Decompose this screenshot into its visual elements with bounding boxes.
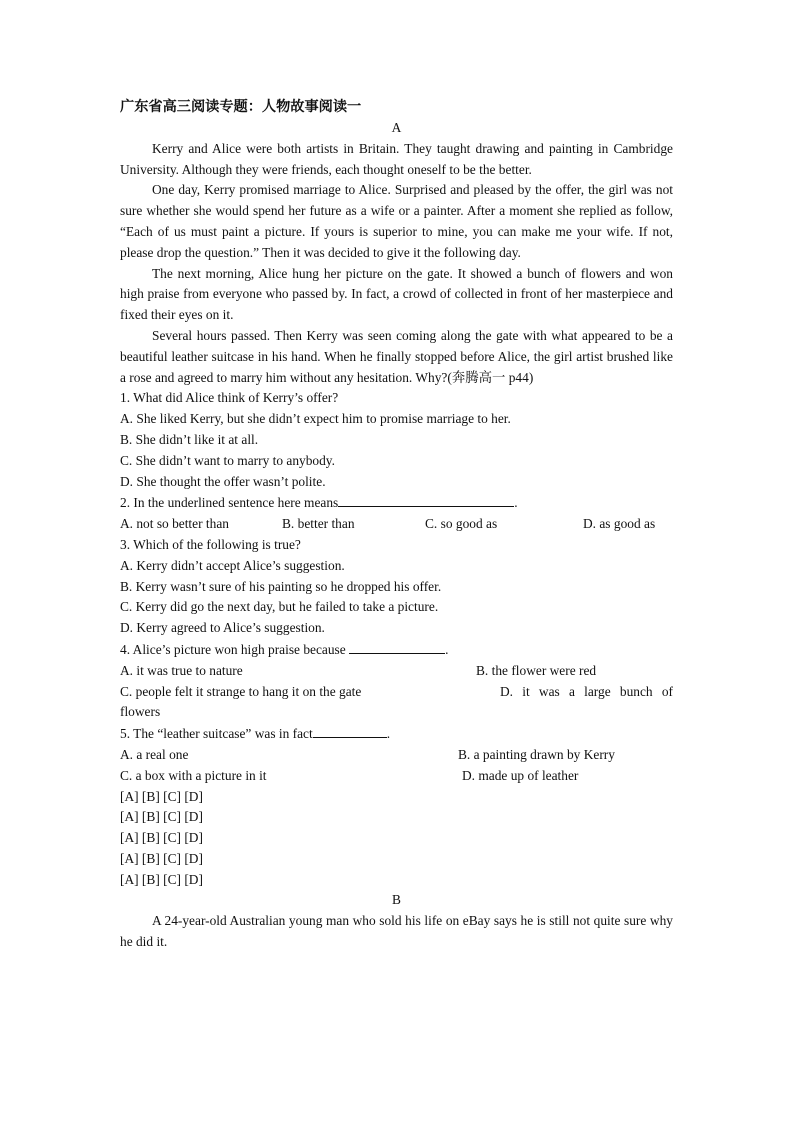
question-5-option-d: D. made up of leather: [462, 767, 579, 783]
document-page: [120, 96, 673, 953]
answer-row-4[interactable]: [A] [B] [C] [D]: [120, 850, 203, 866]
question-4-option-d-continued: flowers: [120, 704, 161, 720]
question-4-option-a: A. it was true to nature: [120, 662, 243, 678]
question-2-option-c: C. so good as: [425, 516, 498, 532]
section-a-paragraph-1: Kerry and Alice were both artists in Britain. They taught drawing and painting in Cambridge University. Although they were friends, each thought oneself to be the better.: [120, 140, 673, 177]
question-3-option-d: D. Kerry agreed to Alice’s suggestion.: [120, 620, 325, 636]
question-4-option-b: B. the flower were red: [476, 662, 597, 678]
answer-row-3[interactable]: [A] [B] [C] [D]: [120, 830, 203, 846]
question-5-option-a: A. a real one: [120, 746, 189, 762]
question-4-stem: 4. Alice’s picture won high praise because: [120, 641, 346, 657]
answer-row-5[interactable]: [A] [B] [C] [D]: [120, 871, 203, 887]
section-b-paragraph-1: A 24-year-old Australian young man who sold his life on eBay says he is still not quite sure why he did it.: [120, 913, 673, 950]
question-5-options-row-1: [120, 745, 673, 766]
section-b-heading: B: [392, 892, 401, 908]
answer-row-1[interactable]: [A] [B] [C] [D]: [120, 788, 203, 804]
question-5-stem-end: .: [386, 726, 391, 742]
question-3-option-a: A. Kerry didn’t accept Alice’s suggestion.: [120, 557, 345, 573]
question-1-option-c: C. She didn’t want to marry to anybody.: [120, 452, 335, 468]
question-4-stem-end: .: [445, 641, 449, 657]
question-2-stem-line: [120, 492, 673, 514]
section-a-paragraph-2: One day, Kerry promised marriage to Alice. Surprised and pleased by the offer, the girl was not sure whether she would spend her future as a wife or a painter. After a moment she replied as follow, “Each of us must paint a picture. If yours is superior to mine, you can make me your wife. If not, please drop the question.” Then it was decided to give it the following day.: [120, 182, 673, 260]
question-1-option-d: D. She thought the offer wasn’t polite.: [120, 473, 326, 489]
question-2-stem-end: .: [514, 495, 518, 511]
question-4-option-c: C. people felt it strange to hang it on the gate: [120, 683, 362, 699]
question-3-stem: 3. Which of the following is true?: [120, 536, 301, 552]
question-2-option-a: A. not so better than: [120, 516, 229, 532]
question-3-option-c: C. Kerry did go the next day, but he failed to take a picture.: [120, 599, 439, 615]
question-3-option-b: B. Kerry wasn’t sure of his painting so he dropped his offer.: [120, 578, 442, 594]
question-1-option-a: A. She liked Kerry, but she didn’t expect him to promise marriage to her.: [120, 411, 511, 427]
question-4-options-row-2: [120, 682, 673, 703]
section-a-paragraph-3: The next morning, Alice hung her picture on the gate. It showed a bunch of flowers and won high praise from everyone who passed by. In fact, a crowd of collected in front of her masterpiece and fixed their eyes on it.: [120, 265, 673, 323]
question-4-answer-blank[interactable]: [349, 639, 445, 654]
question-2-options-row: [120, 514, 673, 535]
answer-row-2[interactable]: [A] [B] [C] [D]: [120, 809, 203, 825]
question-4-stem-line: [120, 639, 673, 661]
section-a-paragraph-4: Several hours passed. Then Kerry was seen coming along the gate with what appeared to be a beautiful leather suitcase in his hand. When he finally stopped before Alice, the girl artist brushed like a rose and agreed to marry him without any hesitation. Why?(奔腾高一 p44): [120, 327, 673, 385]
question-5-stem: 5. The “leather suitcase” was in fact: [120, 726, 313, 742]
question-5-stem-line: [120, 723, 673, 745]
section-a-heading: A: [391, 120, 402, 135]
question-5-answer-blank[interactable]: [313, 723, 387, 738]
question-4-options-row-1: [120, 661, 673, 682]
question-1-stem: 1. What did Alice think of Kerry’s offer?: [120, 390, 339, 406]
question-2-answer-blank[interactable]: [338, 492, 514, 507]
question-2-option-d: D. as good as: [583, 516, 656, 532]
question-1-option-b: B. She didn’t like it at all.: [120, 431, 259, 447]
question-2-stem: 2. In the underlined sentence here means: [120, 495, 339, 511]
question-5-option-b: B. a painting drawn by Kerry: [458, 746, 615, 762]
question-5-option-c: C. a box with a picture in it: [120, 767, 267, 783]
question-4-option-d: D. it was a large bunch of: [500, 683, 673, 699]
question-2-option-b: B. better than: [282, 516, 355, 532]
document-title: 广东省高三阅读专题：人物故事阅读一: [120, 99, 362, 115]
question-5-options-row-2: [120, 766, 673, 787]
